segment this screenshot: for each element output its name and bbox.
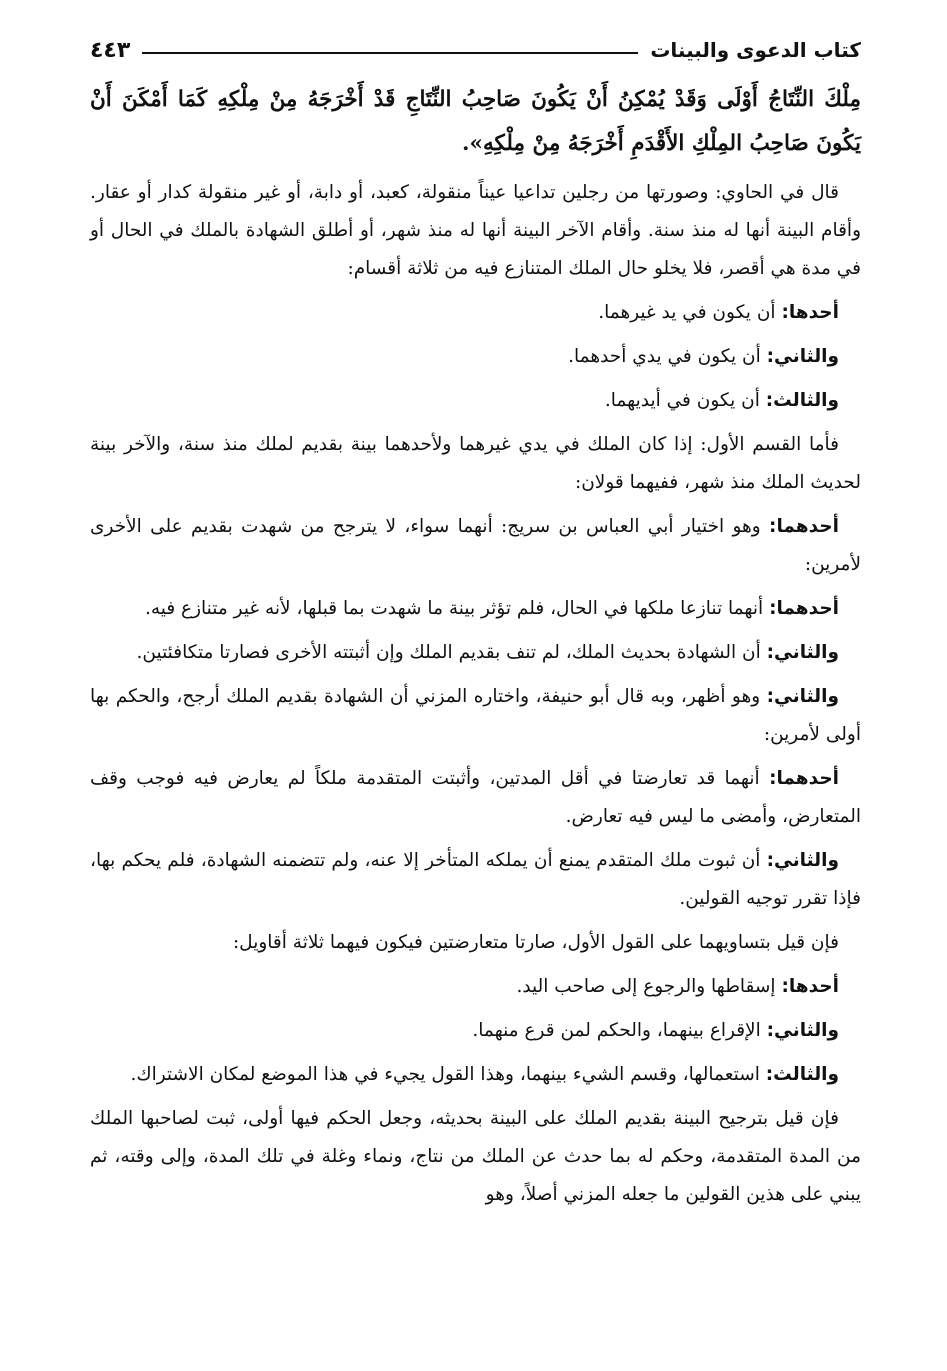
- paragraph: [90, 382, 861, 420]
- paragraph-label: أحدها:: [781, 976, 839, 997]
- paragraph-label: والثالث:: [765, 1064, 839, 1085]
- paragraph-label: أحدهما:: [769, 598, 839, 619]
- running-title: كتاب الدعوى والبينات: [650, 38, 861, 62]
- page-number: ٤٤٣: [90, 37, 131, 63]
- paragraph: [90, 508, 861, 584]
- paragraph-label: أحدهما:: [769, 516, 839, 537]
- header-rule: [142, 52, 638, 54]
- paragraph-label: والثاني:: [766, 346, 839, 367]
- paragraph: [90, 678, 861, 754]
- paragraph: [90, 634, 861, 672]
- paragraph-label: أحدها:: [781, 302, 839, 323]
- paragraph: [90, 1100, 861, 1214]
- paragraph-text: أنهما تنازعا ملكها في الحال، فلم تؤثر بينة ما شهدت بما قبلها، لأنه غير متنازع فيه.: [144, 598, 764, 619]
- paragraph-text: أن يكون في يدي أحدهما.: [568, 346, 761, 367]
- paragraph: [90, 294, 861, 332]
- paragraph: [90, 590, 861, 628]
- paragraph-text: فإن قيل بتساويهما على القول الأول، صارتا متعارضتين فيكون فيهما ثلاثة أقاويل:: [232, 932, 839, 953]
- paragraph-text: إسقاطها والرجوع إلى صاحب اليد.: [516, 976, 776, 997]
- paragraph-text: فإن قيل بترجيح البينة بقديم الملك على البينة بحديثه، وجعل الحكم فيها أولى، ثبت لصاحبها الملك من المدة المتقدمة، وحكم له بما حدث عن الملك من نتاج، ونماء وغلة في تلك المدة، وإلى وقته، ثم يبني على هذين القولين ما جعله المزني أصلاً، وهو: [90, 1108, 861, 1205]
- paragraph-label: والثاني:: [766, 642, 839, 663]
- paragraph-text: أن ثبوت ملك المتقدم يمنع أن يملكه المتأخر إلا عنه، ولم تتضمنه الشهادة، فلم يحكم بها، فإذا تقرر توجيه القولين.: [90, 850, 861, 909]
- paragraph: [90, 924, 861, 962]
- paragraph-label: أحدهما:: [769, 768, 839, 789]
- paragraph-text: أن الشهادة بحديث الملك، لم تنف بقديم الملك وإن أثبتته الأخرى فصارتا متكافئتين.: [136, 642, 761, 663]
- paragraph: [90, 174, 861, 288]
- paragraph: [90, 842, 861, 918]
- paragraph: [90, 1012, 861, 1050]
- paragraph-label: والثاني:: [766, 1020, 839, 1041]
- paragraph-text: أنهما قد تعارضتا في أقل المدتين، وأثبتت المتقدمة ملكاً لم يعارض فيه فوجب وقف المتعارض، وأمضى ما ليس فيه تعارض.: [90, 768, 861, 827]
- paragraph-label: والثاني:: [766, 850, 839, 871]
- paragraph: [90, 426, 861, 502]
- body-text: [90, 174, 861, 1214]
- paragraph-text: قال في الحاوي: وصورتها من رجلين تداعيا عيناً منقولة، كعبد، أو دابة، أو غير منقولة كدار أو عقار. وأقام البينة أنها له منذ سنة. وأقام الآخر البينة أنها له منذ شهر، أو أطلق الشهادة بالملك في الحال أو في مدة هي أقصر، فلا يخلو حال الملك المتنازع فيه من ثلاثة أقسام:: [90, 182, 861, 279]
- quoted-hadith: مِلْكَ النِّتَاجُ أَوْلَى وَقَدْ يُمْكِنُ أَنْ يَكُونَ صَاحِبُ النِّتَاجِ قَدْ أَخْرَجَهُ مِنْ مِلْكِهِ كَمَا أَمْكَنَ أَنْ يَكُونَ صَاحِبُ المِلْكِ الأَقْدَمِ أَخْرَجَهُ مِنْ مِلْكِهِ».: [90, 87, 861, 156]
- paragraph-text: أن يكون في أيديهما.: [604, 390, 760, 411]
- paragraph-text: وهو أظهر، وبه قال أبو حنيفة، واختاره المزني أن الشهادة بقديم الملك أرجح، والحكم بها أولى لأمرين:: [90, 686, 861, 745]
- paragraph-text: وهو اختيار أبي العباس بن سريج: أنهما سواء، لا يترجح من شهدت بقديم على الأخرى لأمرين:: [90, 516, 861, 575]
- paragraph-label: والثاني:: [766, 686, 839, 707]
- paragraph-label: والثالث:: [765, 390, 839, 411]
- paragraph: [90, 968, 861, 1006]
- paragraph-text: أن يكون في يد غيرهما.: [598, 302, 776, 323]
- paragraph: [90, 760, 861, 836]
- page-header: [90, 30, 861, 70]
- paragraph-text: فأما القسم الأول: إذا كان الملك في يدي غيرهما ولأحدهما بينة بقديم لملك منذ سنة، والآخر بينة لحديث الملك منذ شهر، ففيهما قولان:: [90, 434, 861, 493]
- paragraph: [90, 1056, 861, 1094]
- paragraph-text: استعمالها، وقسم الشيء بينهما، وهذا القول يجيء في هذا الموضع لمكان الاشتراك.: [130, 1064, 760, 1085]
- paragraph-text: الإقراع بينهما، والحكم لمن قرع منهما.: [472, 1020, 761, 1041]
- paragraph: [90, 338, 861, 376]
